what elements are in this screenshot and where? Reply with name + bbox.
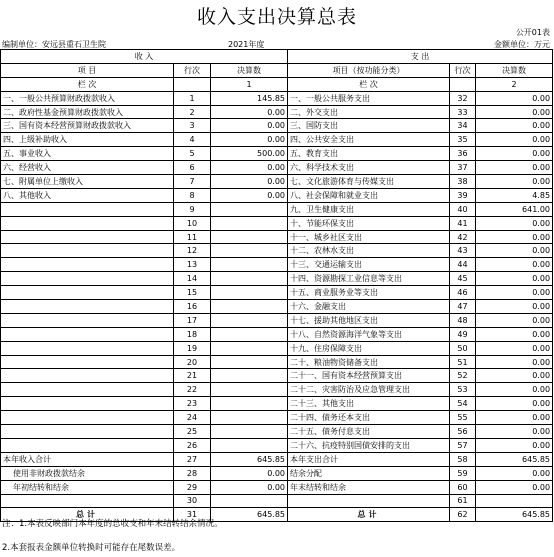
income-amount-cell	[211, 438, 288, 452]
expense-row-no-cell: 38	[450, 175, 476, 189]
expense-item-cell: 五、教育支出	[288, 147, 450, 161]
expense-row-no-cell: 61	[450, 494, 476, 508]
expense-item-cell: 七、文化旅游体育与传媒支出	[288, 175, 450, 189]
income-row-no-cell: 4	[174, 133, 211, 147]
income-amount-cell	[211, 216, 288, 230]
table-row	[1, 327, 553, 341]
expense-row-no-cell: 48	[450, 313, 476, 327]
income-row-no-cell: 31	[174, 508, 211, 522]
expense-amount-cell: 0.00	[476, 425, 553, 439]
income-row-no-cell: 7	[174, 175, 211, 189]
expense-row-no-cell: 37	[450, 161, 476, 175]
expense-col-tag: 栏 次	[288, 77, 450, 91]
expense-row-no-cell: 45	[450, 272, 476, 286]
expense-amount-cell: 0.00	[476, 383, 553, 397]
table-row	[1, 355, 553, 369]
expense-item-cell: 十九、住房保障支出	[288, 341, 450, 355]
income-amount-cell: 645.85	[211, 508, 288, 522]
expense-amount-cell: 0.00	[476, 91, 553, 105]
income-col-number: 1	[211, 77, 288, 91]
expense-item-cell: 二十五、债务付息支出	[288, 425, 450, 439]
income-row-no-cell: 9	[174, 202, 211, 216]
income-row-no-cell: 8	[174, 188, 211, 202]
expense-item-cell: 二十三、其他支出	[288, 397, 450, 411]
expense-amount-cell: 0.00	[476, 258, 553, 272]
table-row	[1, 147, 553, 161]
table-row	[1, 438, 553, 452]
expense-row-no-cell: 53	[450, 383, 476, 397]
expense-row-no-cell: 50	[450, 341, 476, 355]
income-row-no-cell: 13	[174, 258, 211, 272]
expense-item-cell: 二十四、债务还本支出	[288, 411, 450, 425]
expense-amount-cell: 641.00	[476, 202, 553, 216]
expense-row-no-cell: 52	[450, 369, 476, 383]
income-row-no-cell: 18	[174, 327, 211, 341]
expense-amount-cell: 0.00	[476, 147, 553, 161]
expense-amount-cell: 0.00	[476, 272, 553, 286]
income-item-cell	[1, 494, 174, 508]
income-amount-cell: 0.00	[211, 175, 288, 189]
expense-item-cell: 十八、自然资源海洋气象等支出	[288, 327, 450, 341]
income-amount-cell	[211, 411, 288, 425]
expense-row-no-cell: 49	[450, 327, 476, 341]
expense-amount-cell: 0.00	[476, 161, 553, 175]
expense-item-cell: 本年支出合计	[288, 452, 450, 466]
expense-item-cell: 二十二、灾害防治及应急管理支出	[288, 383, 450, 397]
income-row-no-cell: 3	[174, 119, 211, 133]
income-amount-cell	[211, 383, 288, 397]
table-row	[1, 133, 553, 147]
expense-amount-cell: 0.00	[476, 355, 553, 369]
expense-item-cell: 十一、城乡社区支出	[288, 230, 450, 244]
income-row-no-cell: 11	[174, 230, 211, 244]
income-item-cell: 年初结转和结余	[1, 480, 174, 494]
table-row	[1, 300, 553, 314]
expense-amount-cell	[476, 494, 553, 508]
income-row-no-cell: 25	[174, 425, 211, 439]
table-row	[1, 494, 553, 508]
expense-amount-cell: 645.85	[476, 508, 553, 522]
income-item-cell	[1, 313, 174, 327]
table-row	[1, 411, 553, 425]
income-amount-header: 决算数	[211, 63, 288, 77]
income-item-cell: 六、经营收入	[1, 161, 174, 175]
income-item-cell	[1, 383, 174, 397]
income-amount-cell: 0.00	[211, 105, 288, 119]
table-row	[1, 105, 553, 119]
table-row	[1, 258, 553, 272]
expense-item-cell: 十四、资源勘探工业信息等支出	[288, 272, 450, 286]
table-row	[1, 383, 553, 397]
expense-row-no-cell: 43	[450, 244, 476, 258]
income-row-no-cell: 20	[174, 355, 211, 369]
income-item-cell: 二、政府性基金预算财政拨款收入	[1, 105, 174, 119]
income-row-no-cell: 28	[174, 466, 211, 480]
expense-item-cell: 十三、交通运输支出	[288, 258, 450, 272]
income-amount-cell	[211, 244, 288, 258]
income-row-no-cell: 29	[174, 480, 211, 494]
table-row	[1, 466, 553, 480]
income-row-no-cell: 19	[174, 341, 211, 355]
table-row	[1, 216, 553, 230]
table-row	[1, 230, 553, 244]
income-row-no-cell: 30	[174, 494, 211, 508]
income-row-no-cell: 15	[174, 286, 211, 300]
income-item-cell: 本年收入合计	[1, 452, 174, 466]
expense-amount-cell: 0.00	[476, 341, 553, 355]
income-item-cell	[1, 286, 174, 300]
income-row-no-cell: 2	[174, 105, 211, 119]
income-item-cell	[1, 300, 174, 314]
expense-amount-cell: 0.00	[476, 105, 553, 119]
income-amount-cell	[211, 313, 288, 327]
income-row-no-cell: 22	[174, 383, 211, 397]
income-row-no-cell: 12	[174, 244, 211, 258]
expense-row-no-cell: 57	[450, 438, 476, 452]
income-item-cell	[1, 216, 174, 230]
expense-amount-cell: 0.00	[476, 286, 553, 300]
income-item-cell: 八、其他收入	[1, 188, 174, 202]
expense-col-number: 2	[476, 77, 553, 91]
expense-amount-cell: 0.00	[476, 313, 553, 327]
expense-row-no-cell: 62	[450, 508, 476, 522]
expense-item-cell: 十、节能环保支出	[288, 216, 450, 230]
expense-item-cell: 总计	[288, 508, 450, 522]
table-row	[1, 175, 553, 189]
income-item-cell	[1, 244, 174, 258]
table-row	[1, 244, 553, 258]
income-amount-cell: 645.85	[211, 452, 288, 466]
expense-row-no-cell: 60	[450, 480, 476, 494]
income-row-no-cell: 14	[174, 272, 211, 286]
expense-row-no-cell: 46	[450, 286, 476, 300]
table-row	[1, 202, 553, 216]
expense-item-cell: 六、科学技术支出	[288, 161, 450, 175]
income-row-no-cell: 21	[174, 369, 211, 383]
income-item-cell: 三、国有资本经营预算财政拨款收入	[1, 119, 174, 133]
income-amount-cell: 0.00	[211, 480, 288, 494]
income-item-cell	[1, 411, 174, 425]
income-amount-cell	[211, 327, 288, 341]
income-item-cell: 使用非财政拨款结余	[1, 466, 174, 480]
report-title: 收入支出决算总表	[196, 6, 357, 28]
income-row-no-cell: 27	[174, 452, 211, 466]
year-label: 2021年度	[228, 40, 265, 49]
expense-amount-cell: 0.00	[476, 244, 553, 258]
expense-row-no-cell: 40	[450, 202, 476, 216]
table-row	[1, 161, 553, 175]
income-item-cell: 一、一般公共预算财政拨款收入	[1, 91, 174, 105]
income-amount-cell	[211, 494, 288, 508]
income-col-tag-blank	[174, 77, 211, 91]
expense-row-no-cell: 35	[450, 133, 476, 147]
expense-amount-cell: 0.00	[476, 175, 553, 189]
income-amount-cell: 500.00	[211, 147, 288, 161]
expense-amount-cell: 0.00	[476, 480, 553, 494]
table-row	[1, 452, 553, 466]
income-group-header: 收 入	[1, 50, 288, 64]
expense-row-no-cell: 32	[450, 91, 476, 105]
income-amount-cell	[211, 425, 288, 439]
expense-item-cell: 八、社会保障和就业支出	[288, 188, 450, 202]
income-amount-cell: 145.85	[211, 91, 288, 105]
income-amount-cell: 0.00	[211, 133, 288, 147]
income-item-cell: 五、事业收入	[1, 147, 174, 161]
expense-amount-cell: 0.00	[476, 300, 553, 314]
income-row-no-cell: 26	[174, 438, 211, 452]
expense-item-cell: 十七、援助其他地区支出	[288, 313, 450, 327]
note-2: 2.本套报表金额单位转换时可能存在尾数误差。	[2, 543, 181, 553]
expense-amount-cell: 0.00	[476, 438, 553, 452]
income-item-cell	[1, 425, 174, 439]
income-amount-cell	[211, 230, 288, 244]
expense-item-cell: 年末结转和结余	[288, 480, 450, 494]
income-item-cell	[1, 438, 174, 452]
income-item-cell: 总计	[1, 508, 174, 522]
expense-row-no-cell: 58	[450, 452, 476, 466]
table-row	[1, 119, 553, 133]
expense-row-no-cell: 36	[450, 147, 476, 161]
income-row-no-cell: 24	[174, 411, 211, 425]
expense-item-cell: 十五、商业服务业等支出	[288, 286, 450, 300]
note-1: 注：1.本表反映部门本年度的总收支和年末结转结余情况。	[2, 519, 223, 529]
income-item-cell	[1, 202, 174, 216]
income-item-cell	[1, 258, 174, 272]
income-amount-cell	[211, 369, 288, 383]
expense-amount-cell: 0.00	[476, 133, 553, 147]
expense-item-cell: 四、公共安全支出	[288, 133, 450, 147]
expense-item-header: 项目（按功能分类）	[288, 63, 450, 77]
income-amount-cell	[211, 397, 288, 411]
expense-item-cell	[288, 494, 450, 508]
income-row-no-cell: 5	[174, 147, 211, 161]
expense-amount-cell: 0.00	[476, 230, 553, 244]
table-row	[1, 425, 553, 439]
expense-row-no-cell: 59	[450, 466, 476, 480]
expense-amount-cell: 0.00	[476, 119, 553, 133]
expense-item-cell: 二十一、国有资本经营预算支出	[288, 369, 450, 383]
table-row	[1, 91, 553, 105]
income-row-no-cell: 6	[174, 161, 211, 175]
income-row-no-cell: 17	[174, 313, 211, 327]
income-item-cell	[1, 341, 174, 355]
expense-item-cell: 二、外交支出	[288, 105, 450, 119]
expense-row-no-cell: 33	[450, 105, 476, 119]
table-row	[1, 341, 553, 355]
income-item-cell	[1, 272, 174, 286]
expense-item-cell: 三、国防支出	[288, 119, 450, 133]
income-item-cell	[1, 355, 174, 369]
expense-row-no-cell: 42	[450, 230, 476, 244]
income-amount-cell	[211, 258, 288, 272]
table-row	[1, 286, 553, 300]
income-amount-cell	[211, 300, 288, 314]
income-row-no-cell: 10	[174, 216, 211, 230]
expense-amount-cell: 0.00	[476, 466, 553, 480]
expense-row-no-cell: 56	[450, 425, 476, 439]
expense-col-tag-blank	[450, 77, 476, 91]
unit-label: 编制单位：安远县重石卫生院	[2, 40, 106, 49]
income-amount-cell: 0.00	[211, 188, 288, 202]
table-row	[1, 188, 553, 202]
income-amount-cell	[211, 286, 288, 300]
income-amount-cell: 0.00	[211, 466, 288, 480]
expense-item-cell: 十二、农林水支出	[288, 244, 450, 258]
expense-item-cell: 九、卫生健康支出	[288, 202, 450, 216]
income-item-cell: 七、附属单位上缴收入	[1, 175, 174, 189]
income-row-no-header: 行次	[174, 63, 211, 77]
expense-item-cell: 十六、金融支出	[288, 300, 450, 314]
income-amount-cell	[211, 355, 288, 369]
expense-row-no-cell: 47	[450, 300, 476, 314]
income-row-no-cell: 23	[174, 397, 211, 411]
table-row	[1, 480, 553, 494]
income-amount-cell: 0.00	[211, 119, 288, 133]
table-row	[1, 397, 553, 411]
expense-row-no-cell: 54	[450, 397, 476, 411]
table-row	[1, 369, 553, 383]
table-row	[1, 272, 553, 286]
expense-row-no-cell: 44	[450, 258, 476, 272]
expense-item-cell: 二十六、抗疫特别国债安排的支出	[288, 438, 450, 452]
form-code: 公开01表	[515, 28, 550, 37]
expense-row-no-cell: 39	[450, 188, 476, 202]
expense-row-no-cell: 41	[450, 216, 476, 230]
expense-item-cell: 二十、粮油物资储备支出	[288, 355, 450, 369]
income-col-tag: 栏 次	[1, 77, 174, 91]
expense-item-cell: 一、一般公共服务支出	[288, 91, 450, 105]
income-item-header: 项 目	[1, 63, 174, 77]
expense-item-cell: 结余分配	[288, 466, 450, 480]
expense-row-no-cell: 51	[450, 355, 476, 369]
income-row-no-cell: 16	[174, 300, 211, 314]
income-item-cell	[1, 230, 174, 244]
expense-row-no-cell: 34	[450, 119, 476, 133]
income-item-cell	[1, 397, 174, 411]
income-item-cell	[1, 327, 174, 341]
expense-amount-cell: 645.85	[476, 452, 553, 466]
expense-row-no-cell: 55	[450, 411, 476, 425]
income-amount-cell	[211, 341, 288, 355]
income-amount-cell: 0.00	[211, 161, 288, 175]
expense-row-no-header: 行次	[450, 63, 476, 77]
income-item-cell	[1, 369, 174, 383]
expense-amount-cell: 0.00	[476, 411, 553, 425]
income-expense-table	[0, 49, 553, 522]
table-row	[1, 313, 553, 327]
amount-unit: 金额单位：万元	[494, 40, 550, 49]
income-item-cell: 四、上级补助收入	[1, 133, 174, 147]
income-row-no-cell: 1	[174, 91, 211, 105]
income-amount-cell	[211, 202, 288, 216]
expense-amount-cell: 0.00	[476, 216, 553, 230]
expense-amount-header: 决算数	[476, 63, 553, 77]
expense-amount-cell: 0.00	[476, 369, 553, 383]
expense-amount-cell: 4.85	[476, 188, 553, 202]
income-amount-cell	[211, 272, 288, 286]
expense-amount-cell: 0.00	[476, 397, 553, 411]
expense-group-header: 支 出	[288, 50, 553, 64]
expense-amount-cell: 0.00	[476, 327, 553, 341]
